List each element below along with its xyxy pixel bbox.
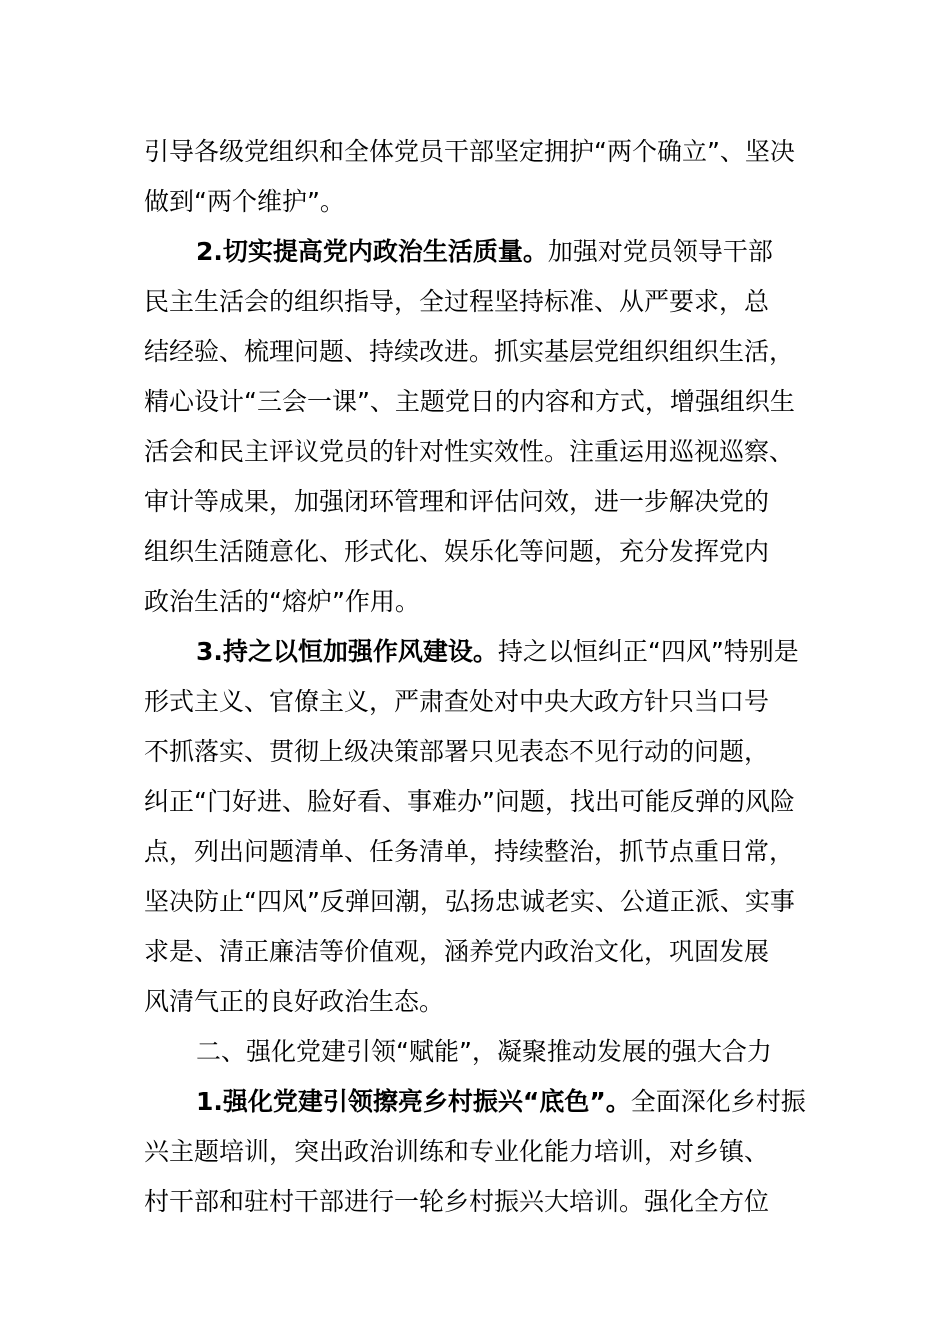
line-text: 兴主题培训，突出政治训练和专业化能力培训，对乡镇、 [144,1137,770,1166]
paragraph-line [144,137,824,167]
line-text: 不抓落实、贯彻上级决策部署只见表态不见行动的问题， [144,737,770,766]
paragraph-line [144,787,824,817]
line-text: 引导各级党组织和全体党员干部坚定拥护“两个确立”、坚决 [144,137,795,166]
paragraph-line [144,287,824,317]
paragraph-line [144,937,824,967]
line-text: 组织生活随意化、形式化、娱乐化等问题，充分发挥党内 [144,537,770,566]
paragraph-line [144,387,824,417]
paragraph-line [144,837,824,867]
line-text: 加强对党员领导干部 [547,237,773,266]
paragraph-line [144,737,824,767]
line-text: 活会和民主评议党员的针对性实效性。注重运用巡视巡察、 [144,437,795,466]
line-text: 精心设计“三会一课”、主题党日的内容和方式，增强组织生 [144,387,795,416]
line-text: 持之以恒纠正“四风”特别是 [497,637,799,666]
paragraph-line [144,337,824,367]
chapter-heading-line [196,1037,824,1067]
paragraph-line [144,537,824,567]
paragraph-line [144,887,824,917]
line-text: 坚决防止“四风”反弹回潮，弘扬忠诚老实、公道正派、实事 [144,887,795,916]
line-text: 村干部和驻村干部进行一轮乡村振兴大培训。强化全方位 [144,1187,770,1216]
section-heading: 1.强化党建引领擦亮乡村振兴“底色”。 [196,1087,631,1116]
chapter-heading: 二、强化党建引领“赋能”，凝聚推动发展的强大合力 [196,1037,772,1066]
line-text: 结经验、梳理问题、持续改进。抓实基层党组织组织生活， [144,337,795,366]
paragraph-line [144,987,824,1017]
line-text: 做到“两个维护”。 [144,187,345,216]
section-heading-line [196,237,824,267]
section-heading: 2.切实提高党内政治生活质量。 [196,237,548,266]
line-text: 全面深化乡村振 [630,1087,806,1116]
paragraph-line [144,437,824,467]
section-heading-line [196,637,824,667]
line-text: 审计等成果，加强闭环管理和评估问效，进一步解决党的 [144,487,770,516]
line-text: 风清气正的良好政治生态。 [144,987,445,1016]
paragraph-line [144,487,824,517]
section-heading: 3.持之以恒加强作风建设。 [196,637,498,666]
line-text: 形式主义、官僚主义，严肃查处对中央大政方针只当口号 [144,687,770,716]
line-text: 政治生活的“熔炉”作用。 [144,587,420,616]
paragraph-line [144,1187,824,1217]
paragraph-line [144,187,824,217]
line-text: 求是、清正廉洁等价值观，涵养党内政治文化，巩固发展 [144,937,770,966]
line-text: 点，列出问题清单、任务清单，持续整治，抓节点重日常， [144,837,795,866]
line-text: 民主生活会的组织指导，全过程坚持标准、从严要求，总 [144,287,770,316]
paragraph-line [144,687,824,717]
section-heading-line [196,1087,824,1117]
paragraph-line [144,587,824,617]
line-text: 纠正“门好进、脸好看、事难办”问题，找出可能反弹的风险 [144,787,795,816]
paragraph-line [144,1137,824,1167]
